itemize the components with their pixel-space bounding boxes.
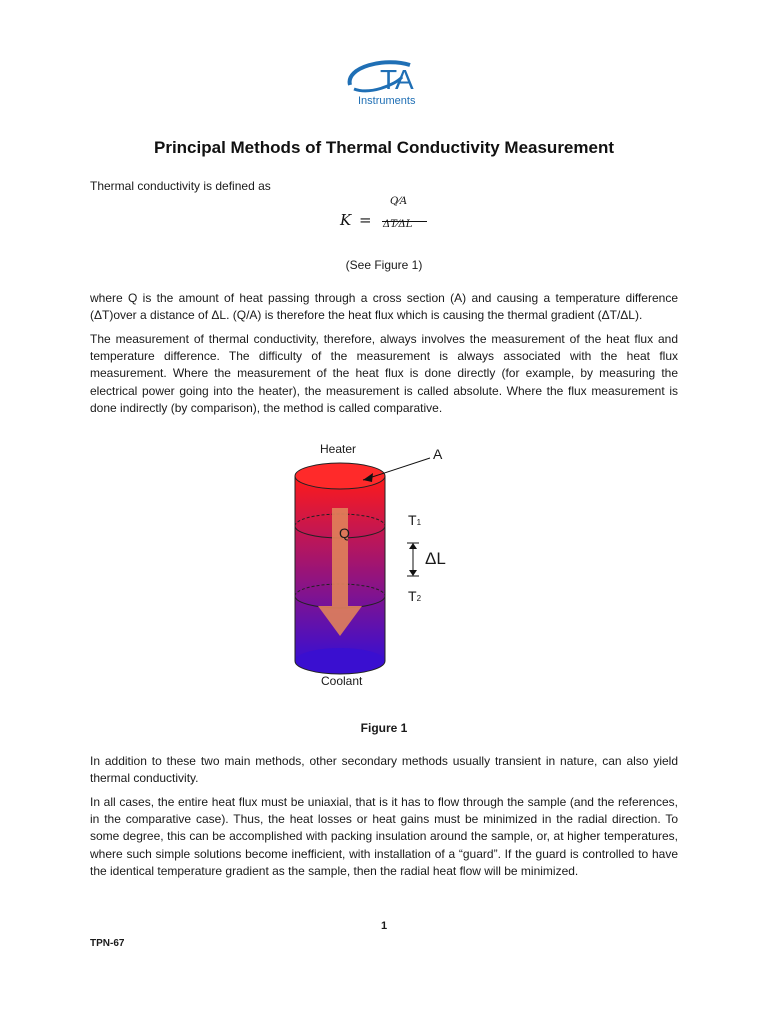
t1-subscript: 1 [416, 518, 422, 527]
logo-brand: TA [380, 64, 414, 95]
formula-lhs: K [340, 211, 352, 229]
t2-subscript: 2 [416, 594, 422, 603]
dl-arrow-up [409, 543, 417, 549]
t1-label [408, 512, 421, 528]
t2-label [408, 588, 421, 604]
paragraph-definition: where Q is the amount of heat passing through a cross section (A) and causing a temperature difference (ΔT)over a distance of ΔL. (Q/A) is therefore the heat flux which is causing the thermal gradient (ΔT/ΔL). [90, 291, 678, 323]
formula-denominator: ΔT⁄ΔL [383, 219, 413, 230]
t1-letter: T [408, 512, 417, 528]
cylinder-diagram [255, 438, 485, 698]
document-code: TPN-67 [90, 938, 125, 949]
coolant-label: Coolant [321, 674, 363, 688]
intro-text: Thermal conductivity is defined as [90, 179, 271, 193]
conductivity-formula [340, 195, 450, 245]
delta-l-label: ΔL [425, 549, 446, 568]
paragraph-secondary-methods: In addition to these two main methods, other secondary methods usually transient in nature, can also yield thermal conductivity. [90, 754, 678, 786]
logo-subtitle: Instruments [358, 95, 416, 107]
t2-letter: T [408, 588, 417, 604]
paragraph-heat-flux: In all cases, the entire heat flux must be uniaxial, that is it has to flow through the sample (and the references, in the comparative case). Thus, the heat losses or heat gains must be minimized in the radial direction. To some degree, this can be accomplished with packing insulation around the sample, or, at higher temperatures, where such simple solutions become inefficient, with installation of a “guard”. If the guard is controlled to have the identical temperature gradient as the sample, then the radial heat flow will be minimized. [90, 795, 678, 878]
page-number: 1 [380, 920, 388, 932]
see-figure-note: (See Figure 1) [345, 258, 423, 272]
flow-label: Q [339, 525, 350, 541]
page-title: Principal Methods of Thermal Conductivity Measurement [153, 138, 615, 157]
formula-numerator: Q⁄A [390, 196, 408, 207]
figure-1-diagram [255, 438, 485, 698]
logo-swoosh-icon [340, 55, 440, 99]
ta-instruments-logo [340, 55, 440, 113]
figure-caption: Figure 1 [360, 721, 408, 735]
formula-equals: = [359, 211, 372, 229]
dl-arrow-down [409, 570, 417, 576]
paragraph-measurement: The measurement of thermal conductivity, therefore, always involves the measurement of the heat flux and temperature difference. The difficulty of the measurement is always associated with the heat flux measurement. Where the measurement of the heat flux is done directly (for example, by measuring the electrical power going into the heater), the measurement is called absolute. Where the flux measurement is done indirectly (by comparison), the method is called comparative. [90, 332, 678, 415]
area-label: A [433, 446, 443, 462]
heater-label: Heater [320, 442, 357, 456]
